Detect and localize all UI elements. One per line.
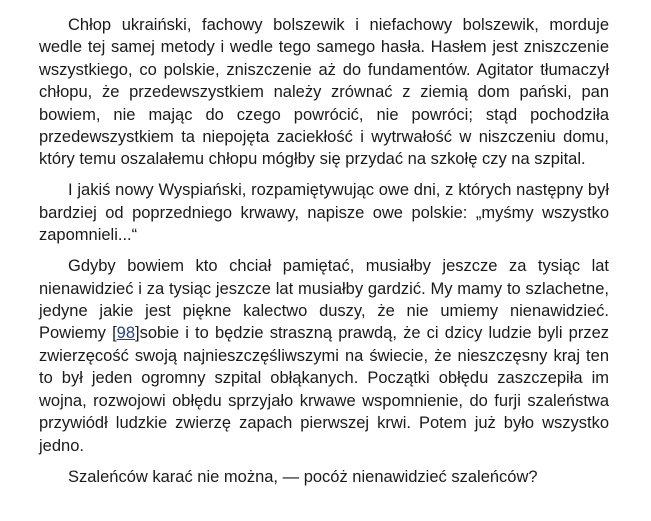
- paragraph-3-text-before: Gdyby bowiem kto chciał pamiętać, musiałby jeszcze za tysiąc lat nienawidzieć i za tysiąc jeszcze lat musiałby gardzić. My mamy to szlachetne, jedyne jakie jest piękne kalectwo duszy, że nie umiemy nienawidzieć. Powiemy [: [39, 257, 609, 343]
- paragraph-4: Szaleńców karać nie można, — pocóż nienawidzieć szaleńców?: [68, 467, 538, 486]
- paragraph-3: [39, 255, 609, 457]
- footnote-link[interactable]: 98: [116, 324, 136, 343]
- paragraph-1: Chłop ukraiński, fachowy bolszewik i niefachowy bolszewik, morduje wedle tej samej metody i wedle tego samego hasła. Hasłem jest zniszczenie wszystkiego, co polskie, zniszczenie aż do fundamentów. Agitator tłumaczył chłopu, że przedewszystkiem należy zrównać z ziemią dom pański, pan bowiem, nie mając do czego powrócić, nie powróci; stąd pochodziła przedewszystkiem ta niepojęta zaciekłość i wytrwałość w niszczeniu domu, który temu oszalałemu chłopu mógłby się przydać na szkołę czy na szpital.: [39, 16, 609, 169]
- document-body: [39, 14, 609, 497]
- paragraph-3-text-after: ]sobie i to będzie straszną prawdą, że ci dzicy ludzie byli przez zwierzęcość swoją najnieszczęśliwszymi na świecie, że nieszczęsny kraj ten to był jeden ogromny szpital obłąkanych. Początki obłędu zaszczepiła im wojna, rozwojowi obłędu sprzyjało krwawe wspomnienie, do furji szaleństwa przywiódł ludzkie zwierzę zapach pierwszej krwi. Potem już było wszystko jedno.: [39, 324, 609, 455]
- paragraph-2: I jakiś nowy Wyspiański, rozpamiętywując owe dni, z których następny był bardziej od poprzedniego krwawy, napisze owe polskie: „myśmy wszystko zapomnieli...“: [39, 181, 609, 245]
